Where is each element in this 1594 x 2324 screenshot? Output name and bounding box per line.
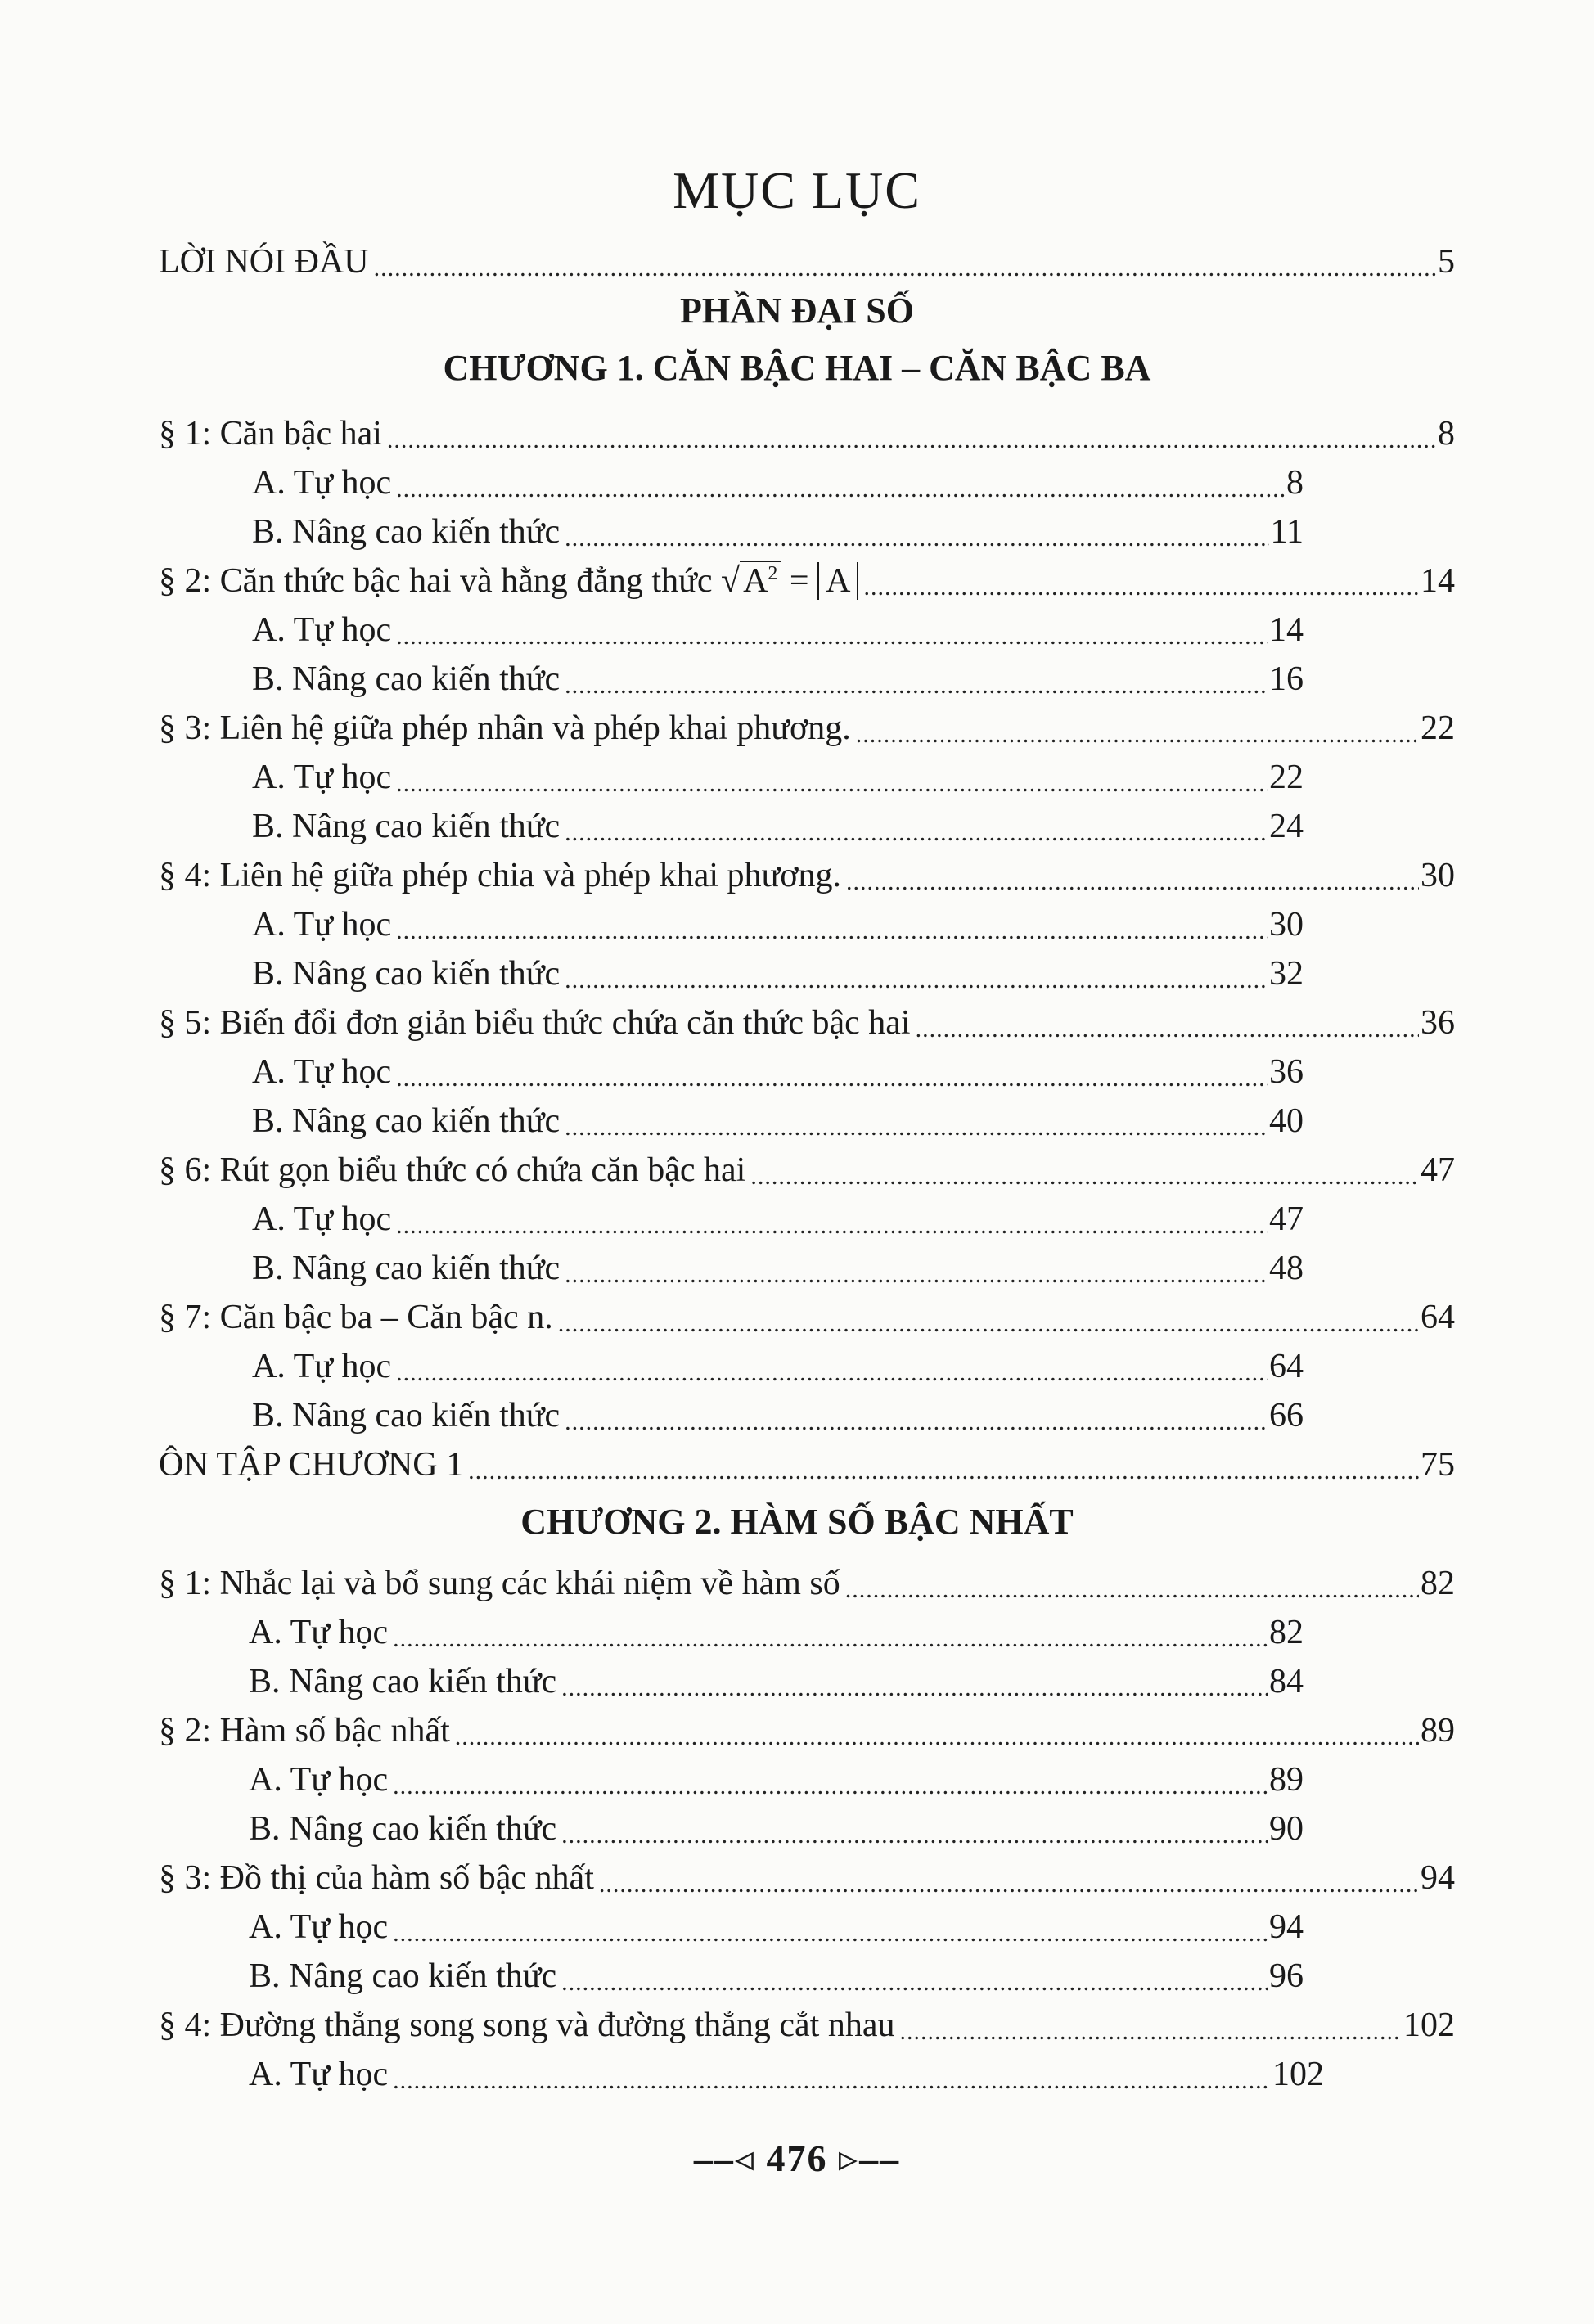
toc-page: 8	[1286, 464, 1304, 502]
toc-entry-section[interactable]	[159, 851, 1455, 900]
toc-page: 47	[1269, 1200, 1304, 1238]
toc-entry-section[interactable]	[159, 998, 1455, 1047]
toc-page: 102	[1403, 2006, 1455, 2044]
chapter-heading-1: CHƯƠNG 1. CĂN BẬC HAI – CĂN BẬC BA	[443, 348, 1151, 388]
toc-entry-section[interactable]	[159, 1706, 1455, 1755]
toc-entry-subsection[interactable]	[252, 900, 1304, 949]
toc-label: B. Nâng cao kiến thức	[249, 1810, 557, 1848]
toc-page: 96	[1269, 1957, 1304, 1995]
toc-label: B. Nâng cao kiến thức	[252, 513, 561, 551]
toc-label: § 2: Căn thức bậc hai và hằng đẳng thức	[159, 562, 713, 600]
toc-label: A. Tự học	[252, 759, 392, 796]
toc-label: B. Nâng cao kiến thức	[252, 808, 561, 845]
toc-label: LỜI NÓI ĐẦU	[159, 243, 369, 281]
toc-label: § 1: Nhắc lại và bổ sung các khái niệm về hàm số	[159, 1565, 840, 1602]
toc-page: 89	[1421, 1712, 1455, 1750]
toc-entry-subsection[interactable]	[252, 507, 1304, 556]
toc-page: 82	[1269, 1614, 1304, 1651]
toc-entry-subsection[interactable]	[249, 1952, 1304, 2001]
toc-entry-subsection[interactable]	[252, 1097, 1304, 1146]
toc-entry-section[interactable]	[159, 2001, 1455, 2050]
toc-entry-subsection[interactable]	[252, 458, 1304, 507]
toc-page: 94	[1421, 1859, 1455, 1897]
toc-entry-subsection[interactable]	[249, 1903, 1304, 1952]
toc-page: 14	[1421, 562, 1455, 600]
toc-label: B. Nâng cao kiến thức	[252, 955, 561, 993]
toc-label: B. Nâng cao kiến thức	[252, 660, 561, 698]
toc-label: A. Tự học	[249, 1614, 389, 1651]
toc-label: B. Nâng cao kiến thức	[249, 1957, 557, 1995]
toc-page: 84	[1269, 1663, 1304, 1700]
toc-label: B. Nâng cao kiến thức	[249, 1663, 557, 1700]
toc-label: B. Nâng cao kiến thức	[252, 1250, 561, 1287]
toc-label: A. Tự học	[252, 611, 392, 649]
toc-page: 47	[1421, 1151, 1455, 1189]
toc-label: § 5: Biến đổi đơn giản biểu thức chứa căn thức bậc hai	[159, 1004, 911, 1042]
toc-entry-section[interactable]	[159, 1293, 1455, 1342]
toc-entry-section[interactable]	[159, 704, 1455, 753]
toc-entry-subsection[interactable]	[249, 2050, 1324, 2099]
toc-label: A. Tự học	[252, 906, 392, 944]
toc-page: 102	[1272, 2056, 1324, 2093]
toc-page: 16	[1269, 660, 1304, 698]
page-number: ––◃ 476 ▹––	[693, 2137, 901, 2179]
toc-entry-subsection[interactable]	[252, 802, 1304, 851]
toc-page: 5	[1438, 243, 1455, 281]
toc-page: 82	[1421, 1565, 1455, 1602]
toc-page: 64	[1269, 1348, 1304, 1385]
toc-label: B. Nâng cao kiến thức	[252, 1397, 561, 1434]
toc-entry-section[interactable]	[159, 1146, 1455, 1195]
toc-label: § 1: Căn bậc hai	[159, 415, 382, 453]
toc-page: 64	[1421, 1299, 1455, 1336]
toc-label: § 7: Căn bậc ba – Căn bậc n.	[159, 1299, 553, 1336]
toc-page: 94	[1269, 1908, 1304, 1946]
toc-page: 24	[1269, 808, 1304, 845]
toc-entry-subsection[interactable]	[252, 753, 1304, 802]
toc-page: 66	[1269, 1397, 1304, 1434]
toc-label: A. Tự học	[252, 1348, 392, 1385]
toc-page: 36	[1421, 1004, 1455, 1042]
toc-label: § 4: Liên hệ giữa phép chia và phép khai phương.	[159, 857, 842, 894]
part-heading: PHẦN ĐẠI SỐ	[679, 290, 915, 331]
toc-entry-subsection[interactable]	[249, 1608, 1304, 1657]
toc-entry-section[interactable]	[159, 1853, 1455, 1903]
toc-page: 90	[1269, 1810, 1304, 1848]
toc-label: A. Tự học	[249, 1761, 389, 1799]
toc-label: § 3: Liên hệ giữa phép nhân và phép khai phương.	[159, 709, 851, 747]
toc-entry-subsection[interactable]	[249, 1755, 1304, 1804]
toc-entry-subsection[interactable]	[252, 606, 1304, 655]
toc-page: 30	[1421, 857, 1455, 894]
toc-label: A. Tự học	[252, 464, 392, 502]
toc-page: 89	[1269, 1761, 1304, 1799]
page-title: MỤC LỤC	[673, 161, 921, 219]
toc-label: § 3: Đồ thị của hàm số bậc nhất	[159, 1859, 594, 1897]
toc-label: § 4: Đường thẳng song song và đường thẳng cắt nhau	[159, 2006, 895, 2044]
toc-page: 36	[1269, 1053, 1304, 1091]
chapter-heading-2: CHƯƠNG 2. HÀM SỐ BẬC NHẤT	[520, 1502, 1074, 1542]
toc-page: 8	[1438, 415, 1455, 453]
toc-entry-subsection[interactable]	[252, 1342, 1304, 1391]
toc-label: A. Tự học	[252, 1200, 392, 1238]
toc-entry-subsection[interactable]	[249, 1657, 1304, 1706]
toc-label: A. Tự học	[249, 2056, 389, 2093]
toc-label: § 6: Rút gọn biểu thức có chứa căn bậc hai	[159, 1151, 746, 1189]
toc-entry-subsection[interactable]	[252, 1195, 1304, 1244]
abs-formula: A	[817, 562, 858, 600]
toc-page: 11	[1270, 513, 1304, 551]
toc-entry-subsection[interactable]	[252, 1244, 1304, 1293]
toc-label: B. Nâng cao kiến thức	[252, 1102, 561, 1140]
toc-page: 48	[1269, 1250, 1304, 1287]
toc-entry-subsection[interactable]	[252, 1391, 1304, 1440]
toc-entry-section[interactable]	[159, 409, 1455, 458]
toc-label: A. Tự học	[252, 1053, 392, 1091]
toc-page: 75	[1421, 1446, 1455, 1484]
toc-entry-subsection[interactable]	[252, 655, 1304, 704]
toc-label: ÔN TẬP CHƯƠNG 1	[159, 1446, 464, 1484]
toc-page: 14	[1269, 611, 1304, 649]
toc-entry-preface[interactable]	[159, 237, 1455, 286]
toc-entry-subsection[interactable]	[252, 949, 1304, 998]
toc-page: 22	[1269, 759, 1304, 796]
toc-page: 32	[1269, 955, 1304, 993]
sqrt-formula: $√A^2$	[721, 554, 781, 606]
toc-entry-subsection[interactable]	[249, 1804, 1304, 1853]
toc-label: § 2: Hàm số bậc nhất	[159, 1712, 450, 1750]
toc-page: 22	[1421, 709, 1455, 747]
toc-entry-section[interactable]: § 2: Căn thức bậc hai và hằng đẳng thức $√A^2 = A$ ..... 14	[159, 556, 1455, 606]
toc-entry-section[interactable]	[159, 1559, 1455, 1608]
toc-entry-subsection[interactable]	[252, 1047, 1304, 1097]
toc-entry-review[interactable]	[159, 1440, 1455, 1489]
toc-page: 40	[1269, 1102, 1304, 1140]
toc-page: 30	[1269, 906, 1304, 944]
toc-label: A. Tự học	[249, 1908, 389, 1946]
